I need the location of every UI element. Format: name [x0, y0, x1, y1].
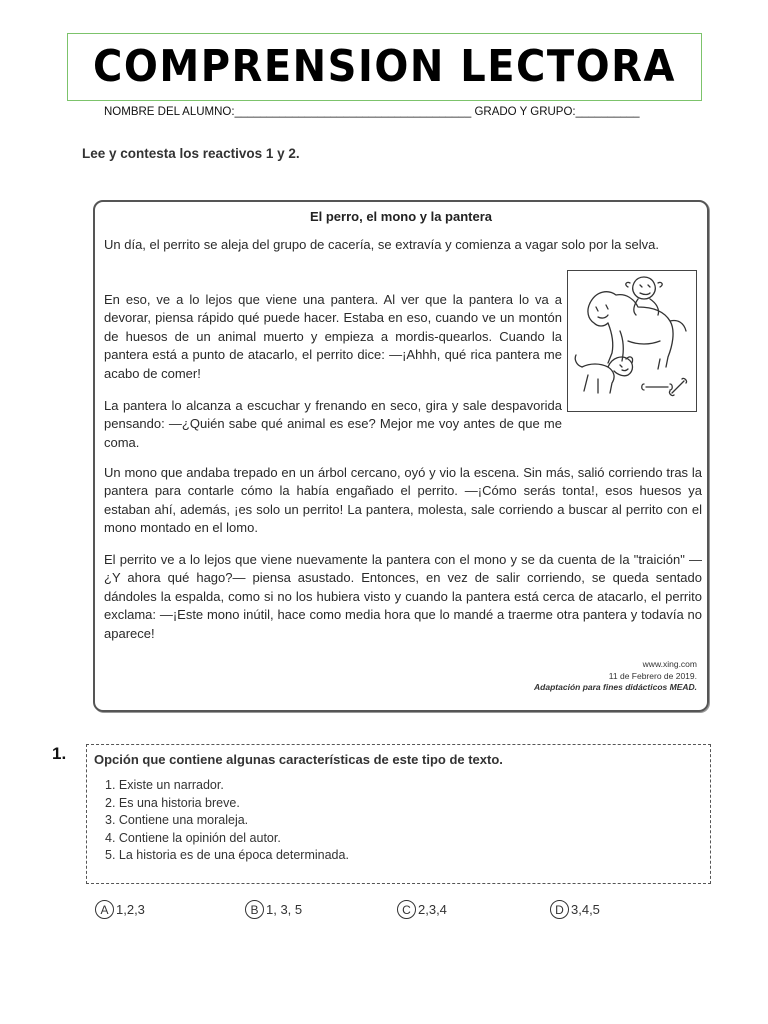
story-paragraph: El perrito ve a lo lejos que viene nuevamente la pantera con el mono y se da cuenta de la "traición" —¿Y ahora qué hago?— piensa asustado. Entonces, en vez de salir corriendo, se queda sentado dándoles la espalda, como si no los hubiera visto y cuando la pantera está cerca de atacarlo, el perrito exclama: —¡Este mono inútil, hace como media hora que lo mandé a traerme otra pantera y todavía no aparece!: [104, 552, 702, 641]
student-info-line: [104, 106, 704, 118]
list-item: 3. Contiene una moraleja.: [105, 813, 249, 827]
option-letter-d: D: [550, 900, 569, 919]
answer-option-d[interactable]: [550, 900, 600, 919]
option-text-a: 1,2,3: [116, 902, 145, 917]
question-box: [86, 744, 711, 884]
student-name-blank[interactable]: _____________________________________: [234, 106, 472, 118]
list-item: 4. Contiene la opinión del autor.: [105, 830, 281, 845]
answer-option-b[interactable]: [245, 900, 302, 919]
page-title: COMPRENSION LECTORA: [93, 42, 676, 92]
dog-panther-monkey-illustration: [567, 270, 697, 412]
question-number: 1.: [52, 744, 67, 763]
option-text-d: 3,4,5: [571, 902, 600, 917]
answer-options: [95, 900, 715, 924]
option-letter-c: C: [397, 900, 416, 919]
list-item: 2. Es una historia breve.: [105, 795, 240, 810]
source-citation: [534, 659, 697, 694]
answer-option-c[interactable]: [397, 900, 447, 919]
option-text-c: 2,3,4: [418, 902, 447, 917]
option-text-b: 1, 3, 5: [266, 902, 303, 917]
title-box: [67, 33, 702, 101]
reading-box: [93, 200, 709, 712]
story-paragraph: La pantera lo alcanza a escuchar y frenando en seco, gira y sale despavorida pensando: —¿Quién sabe qué animal es ese? Mejor me voy antes de que me coma.: [104, 398, 562, 450]
instructions: Lee y contesta los reactivos 1 y 2.: [82, 146, 300, 161]
story-paragraph: Un mono que andaba trepado en un árbol cercano, oyó y vio la escena. Sin más, salió corriendo tras la pantera para contarle cómo la había engañado el perrito. —¡Cómo serás tonta!, esos huesos ya estaban ahí, además, ¡es solo un perrito! La pantera, molesta, sale corriendo a buscar al perrito con el mono montado en el lomo.: [104, 465, 702, 536]
option-letter-a: A: [95, 900, 114, 919]
story-paragraph: En eso, ve a lo lejos que viene una pantera. Al ver que la pantera lo va a devorar, piensa rápido qué puede hacer. Estaba en eso, cuando ve un montón de huesos de un animal muerto y empieza a mordis-quearlos. Cuando la pantera está a punto de atacarlo, el perrito dice: —¡Ahhh, qué rica pantera me acabo de comer!: [104, 292, 562, 381]
list-item: 5. La historia es de una época determinada.: [105, 848, 349, 862]
answer-option-a[interactable]: [95, 900, 145, 919]
group-label: GRADO Y GRUPO:: [474, 106, 576, 118]
option-letter-b: B: [245, 900, 264, 919]
story-title: El perro, el mono y la pantera: [309, 209, 493, 224]
group-blank[interactable]: __________: [575, 106, 640, 118]
source-url: www.xing.com: [642, 659, 697, 669]
student-name-label: NOMBRE DEL ALUMNO:: [104, 106, 235, 118]
story-paragraph: Un día, el perrito se aleja del grupo de cacería, se extravía y comienza a vagar solo por la selva.: [104, 237, 659, 252]
source-date: 11 de Febrero de 2019.: [608, 670, 697, 681]
source-note: Adaptación para fines didácticos MEAD.: [534, 682, 697, 692]
question-items: [105, 777, 349, 865]
list-item: 1. Existe un narrador.: [105, 778, 224, 792]
question-prompt: Opción que contiene algunas características de este tipo de texto.: [94, 752, 503, 767]
